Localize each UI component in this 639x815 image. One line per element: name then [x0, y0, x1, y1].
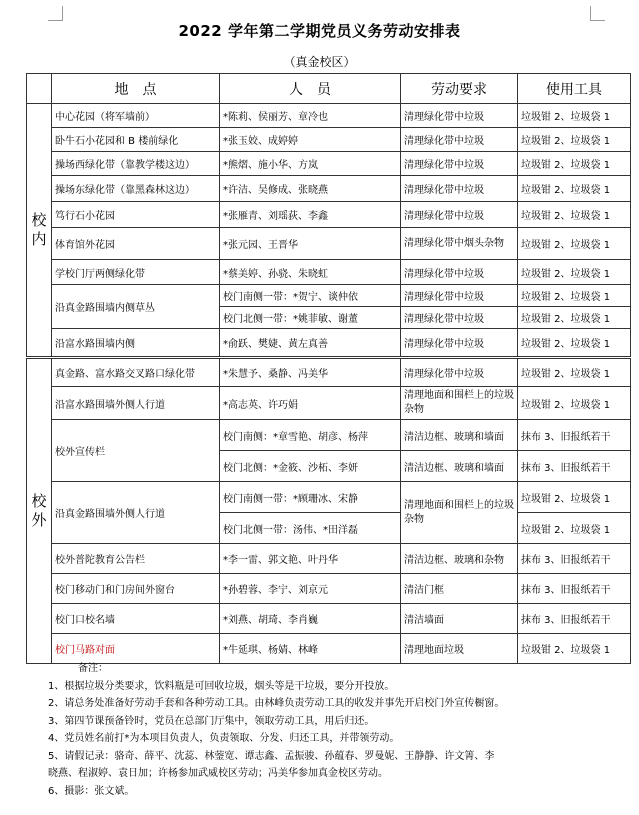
table-row	[27, 329, 631, 358]
header-blank	[27, 74, 52, 104]
tools-cell: 垃圾钳 2、垃圾袋 1	[518, 307, 631, 329]
tools-cell: 垃圾钳 2、垃圾袋 1	[518, 202, 631, 228]
tools-cell: 垃圾钳 2、垃圾袋 1	[518, 228, 631, 260]
place-cell: 校外宣传栏	[52, 420, 220, 482]
people-cell: 校门北侧：*金筱、沙柘、李妍	[220, 451, 401, 482]
table-row	[27, 604, 631, 634]
notes-title: 备注：	[78, 663, 108, 674]
requirement-cell: 清洁边框、玻璃和墙面	[401, 420, 518, 451]
people-cell: *牛延琪、杨婧、林峰	[220, 634, 401, 664]
requirement-cell: 清理绿化带中垃圾	[401, 260, 518, 285]
table-row	[27, 358, 631, 387]
requirement-cell: 清理绿化带中垃圾	[401, 329, 518, 358]
note-item: 5、请假记录：骆奇、薛平、沈蕊、林蓥宽、谭志鑫、孟振骏、孙蕴春、罗曼妮、王静静、许文箐、李	[48, 750, 495, 762]
header-place: 地 点	[52, 74, 220, 104]
tools-cell: 垃圾钳 2、垃圾袋 1	[518, 329, 631, 358]
table-row	[27, 574, 631, 604]
requirement-cell: 清理地面和围栏上的垃圾杂物	[401, 387, 518, 420]
tools-cell: 垃圾钳 2、垃圾袋 1	[518, 634, 631, 664]
requirement-cell: 清理绿化带中烟头杂物	[401, 228, 518, 260]
table-row	[27, 152, 631, 176]
requirement-cell: 清理绿化带中垃圾	[401, 152, 518, 176]
requirement-cell: 清洁墙面	[401, 604, 518, 634]
header-people: 人 员	[220, 74, 401, 104]
people-cell: *孙碧蓉、李宁、刘京元	[220, 574, 401, 604]
note-item: 3、第四节课预备铃时，党员在总部门厅集中，领取劳动工具，用后归还。	[48, 715, 375, 727]
schedule-table	[26, 73, 631, 664]
header-requirement: 劳动要求	[401, 74, 518, 104]
requirement-cell: 清洁门框	[401, 574, 518, 604]
tools-cell: 抹布 3、旧报纸若干	[518, 604, 631, 634]
place-cell: 学校门厅两侧绿化带	[52, 260, 220, 285]
tools-cell: 垃圾钳 2、垃圾袋 1	[518, 260, 631, 285]
table-row	[27, 544, 631, 574]
table-row	[27, 285, 631, 307]
tools-cell: 垃圾钳 2、垃圾袋 1	[518, 513, 631, 544]
table-row	[27, 420, 631, 451]
page-corner-mark-right	[590, 6, 605, 21]
people-cell: *李一雷、郭文艳、叶丹华	[220, 544, 401, 574]
place-cell: 校门口校名墙	[52, 604, 220, 634]
requirement-cell: 清理绿化带中垃圾	[401, 176, 518, 202]
table-row	[27, 176, 631, 202]
place-cell: 沿富水路围墙外侧人行道	[52, 387, 220, 420]
requirement-cell: 清理绿化带中垃圾	[401, 307, 518, 329]
place-cell: 卧牛石小花园和 B 楼前绿化	[52, 128, 220, 152]
tools-cell: 抹布 3、旧报纸若干	[518, 574, 631, 604]
page-subtitle: （真金校区）	[283, 55, 356, 69]
tools-cell: 垃圾钳 2、垃圾袋 1	[518, 176, 631, 202]
note-item: 1、根据垃圾分类要求，饮料瓶是可回收垃圾，烟头等是干垃圾，要分开投放。	[48, 680, 395, 692]
page-corner-mark-left	[48, 6, 63, 21]
table-row	[27, 228, 631, 260]
note-item: 晓燕、程淑婷、袁日加；许杨参加武威校区劳动；冯美华参加真金校区劳动。	[48, 768, 388, 779]
place-cell: 真金路、富水路交叉路口绿化带	[52, 358, 220, 387]
people-cell: 校门南侧一带：*顾珊冰、宋静	[220, 482, 401, 513]
tools-cell: 抹布 3、旧报纸若干	[518, 451, 631, 482]
page-title: 2022 学年第二学期党员义务劳动安排表	[178, 22, 461, 40]
table-row	[27, 260, 631, 285]
note-item: 2、请总务处准备好劳动手套和各种劳动工具。由林峰负责劳动工具的收发并事先开启校门外宣传橱窗。	[48, 698, 505, 709]
place-cell: 校外普陀教育公告栏	[52, 544, 220, 574]
requirement-cell: 清理绿化带中垃圾	[401, 104, 518, 128]
people-cell: *张雁青、刘瑶荻、李鑫	[220, 202, 401, 228]
place-cell: 中心花园（将军墙前）	[52, 104, 220, 128]
notes-section	[48, 660, 618, 800]
place-cell: 笃行石小花园	[52, 202, 220, 228]
requirement-cell: 清理地面垃圾	[401, 634, 518, 664]
people-cell: *许洁、吴修成、张晓燕	[220, 176, 401, 202]
requirement-cell: 清理绿化带中垃圾	[401, 128, 518, 152]
place-cell: 沿真金路围墙内侧草丛	[52, 285, 220, 329]
table-row	[27, 202, 631, 228]
note-item: 4、党员姓名前打*为本项目负责人，负责领取、分发、归还工具，并带领劳动。	[48, 733, 400, 744]
table-row	[27, 482, 631, 513]
tools-cell: 垃圾钳 2、垃圾袋 1	[518, 358, 631, 387]
note-item: 6、摄影：张文斌。	[48, 785, 135, 797]
people-cell: 校门北侧一带：汤伟、*田洋磊	[220, 513, 401, 544]
people-cell: *高志英、许巧娟	[220, 387, 401, 420]
people-cell: 校门南侧一带：*贺宁、谈仲依	[220, 285, 401, 307]
region-outer: 校外	[27, 358, 52, 664]
table-row	[27, 387, 631, 420]
requirement-cell: 清洁边框、玻璃和墙面	[401, 451, 518, 482]
people-cell: 校门南侧：*章雪艳、胡彦、杨萍	[220, 420, 401, 451]
people-cell: *陈莉、侯丽芳、章冷也	[220, 104, 401, 128]
tools-cell: 垃圾钳 2、垃圾袋 1	[518, 104, 631, 128]
tools-cell: 垃圾钳 2、垃圾袋 1	[518, 128, 631, 152]
place-cell: 操场东绿化带（靠黑森林这边）	[52, 176, 220, 202]
tools-cell: 抹布 3、旧报纸若干	[518, 420, 631, 451]
place-cell: 沿富水路围墙内侧	[52, 329, 220, 358]
place-cell: 校门移动门和门房间外窗台	[52, 574, 220, 604]
place-cell: 操场西绿化带（靠教学楼这边）	[52, 152, 220, 176]
tools-cell: 垃圾钳 2、垃圾袋 1	[518, 285, 631, 307]
people-cell: 校门北侧一带：*姚菲敏、谢董	[220, 307, 401, 329]
people-cell: *熊熠、施小华、方岚	[220, 152, 401, 176]
table-row	[27, 634, 631, 664]
requirement-cell: 清洁边框、玻璃和杂物	[401, 544, 518, 574]
people-cell: *刘燕、胡琦、李肖巍	[220, 604, 401, 634]
tools-cell: 垃圾钳 2、垃圾袋 1	[518, 387, 631, 420]
tools-cell: 抹布 3、旧报纸若干	[518, 544, 631, 574]
table-header-row	[27, 74, 631, 104]
people-cell: *蔡美婷、孙骁、朱晓虹	[220, 260, 401, 285]
requirement-cell: 清理绿化带中垃圾	[401, 358, 518, 387]
place-cell: 沿真金路围墙外侧人行道	[52, 482, 220, 544]
table-row	[27, 128, 631, 152]
people-cell: *张元园、王晋华	[220, 228, 401, 260]
table-row	[27, 104, 631, 128]
requirement-cell: 清理绿化带中垃圾	[401, 202, 518, 228]
requirement-cell: 清理绿化带中垃圾	[401, 285, 518, 307]
header-tools: 使用工具	[518, 74, 631, 104]
requirement-cell: 清理地面和围栏上的垃圾杂物	[401, 482, 518, 544]
people-cell: *俞跃、樊婕、黄左真善	[220, 329, 401, 358]
place-cell: 体育馆外花园	[52, 228, 220, 260]
region-inner: 校内	[27, 104, 52, 358]
people-cell: *朱慧予、桑静、冯美华	[220, 358, 401, 387]
tools-cell: 垃圾钳 2、垃圾袋 1	[518, 152, 631, 176]
place-cell-highlight: 校门马路对面	[52, 634, 220, 664]
people-cell: *张玉姣、成婷婷	[220, 128, 401, 152]
tools-cell: 垃圾钳 2、垃圾袋 1	[518, 482, 631, 513]
